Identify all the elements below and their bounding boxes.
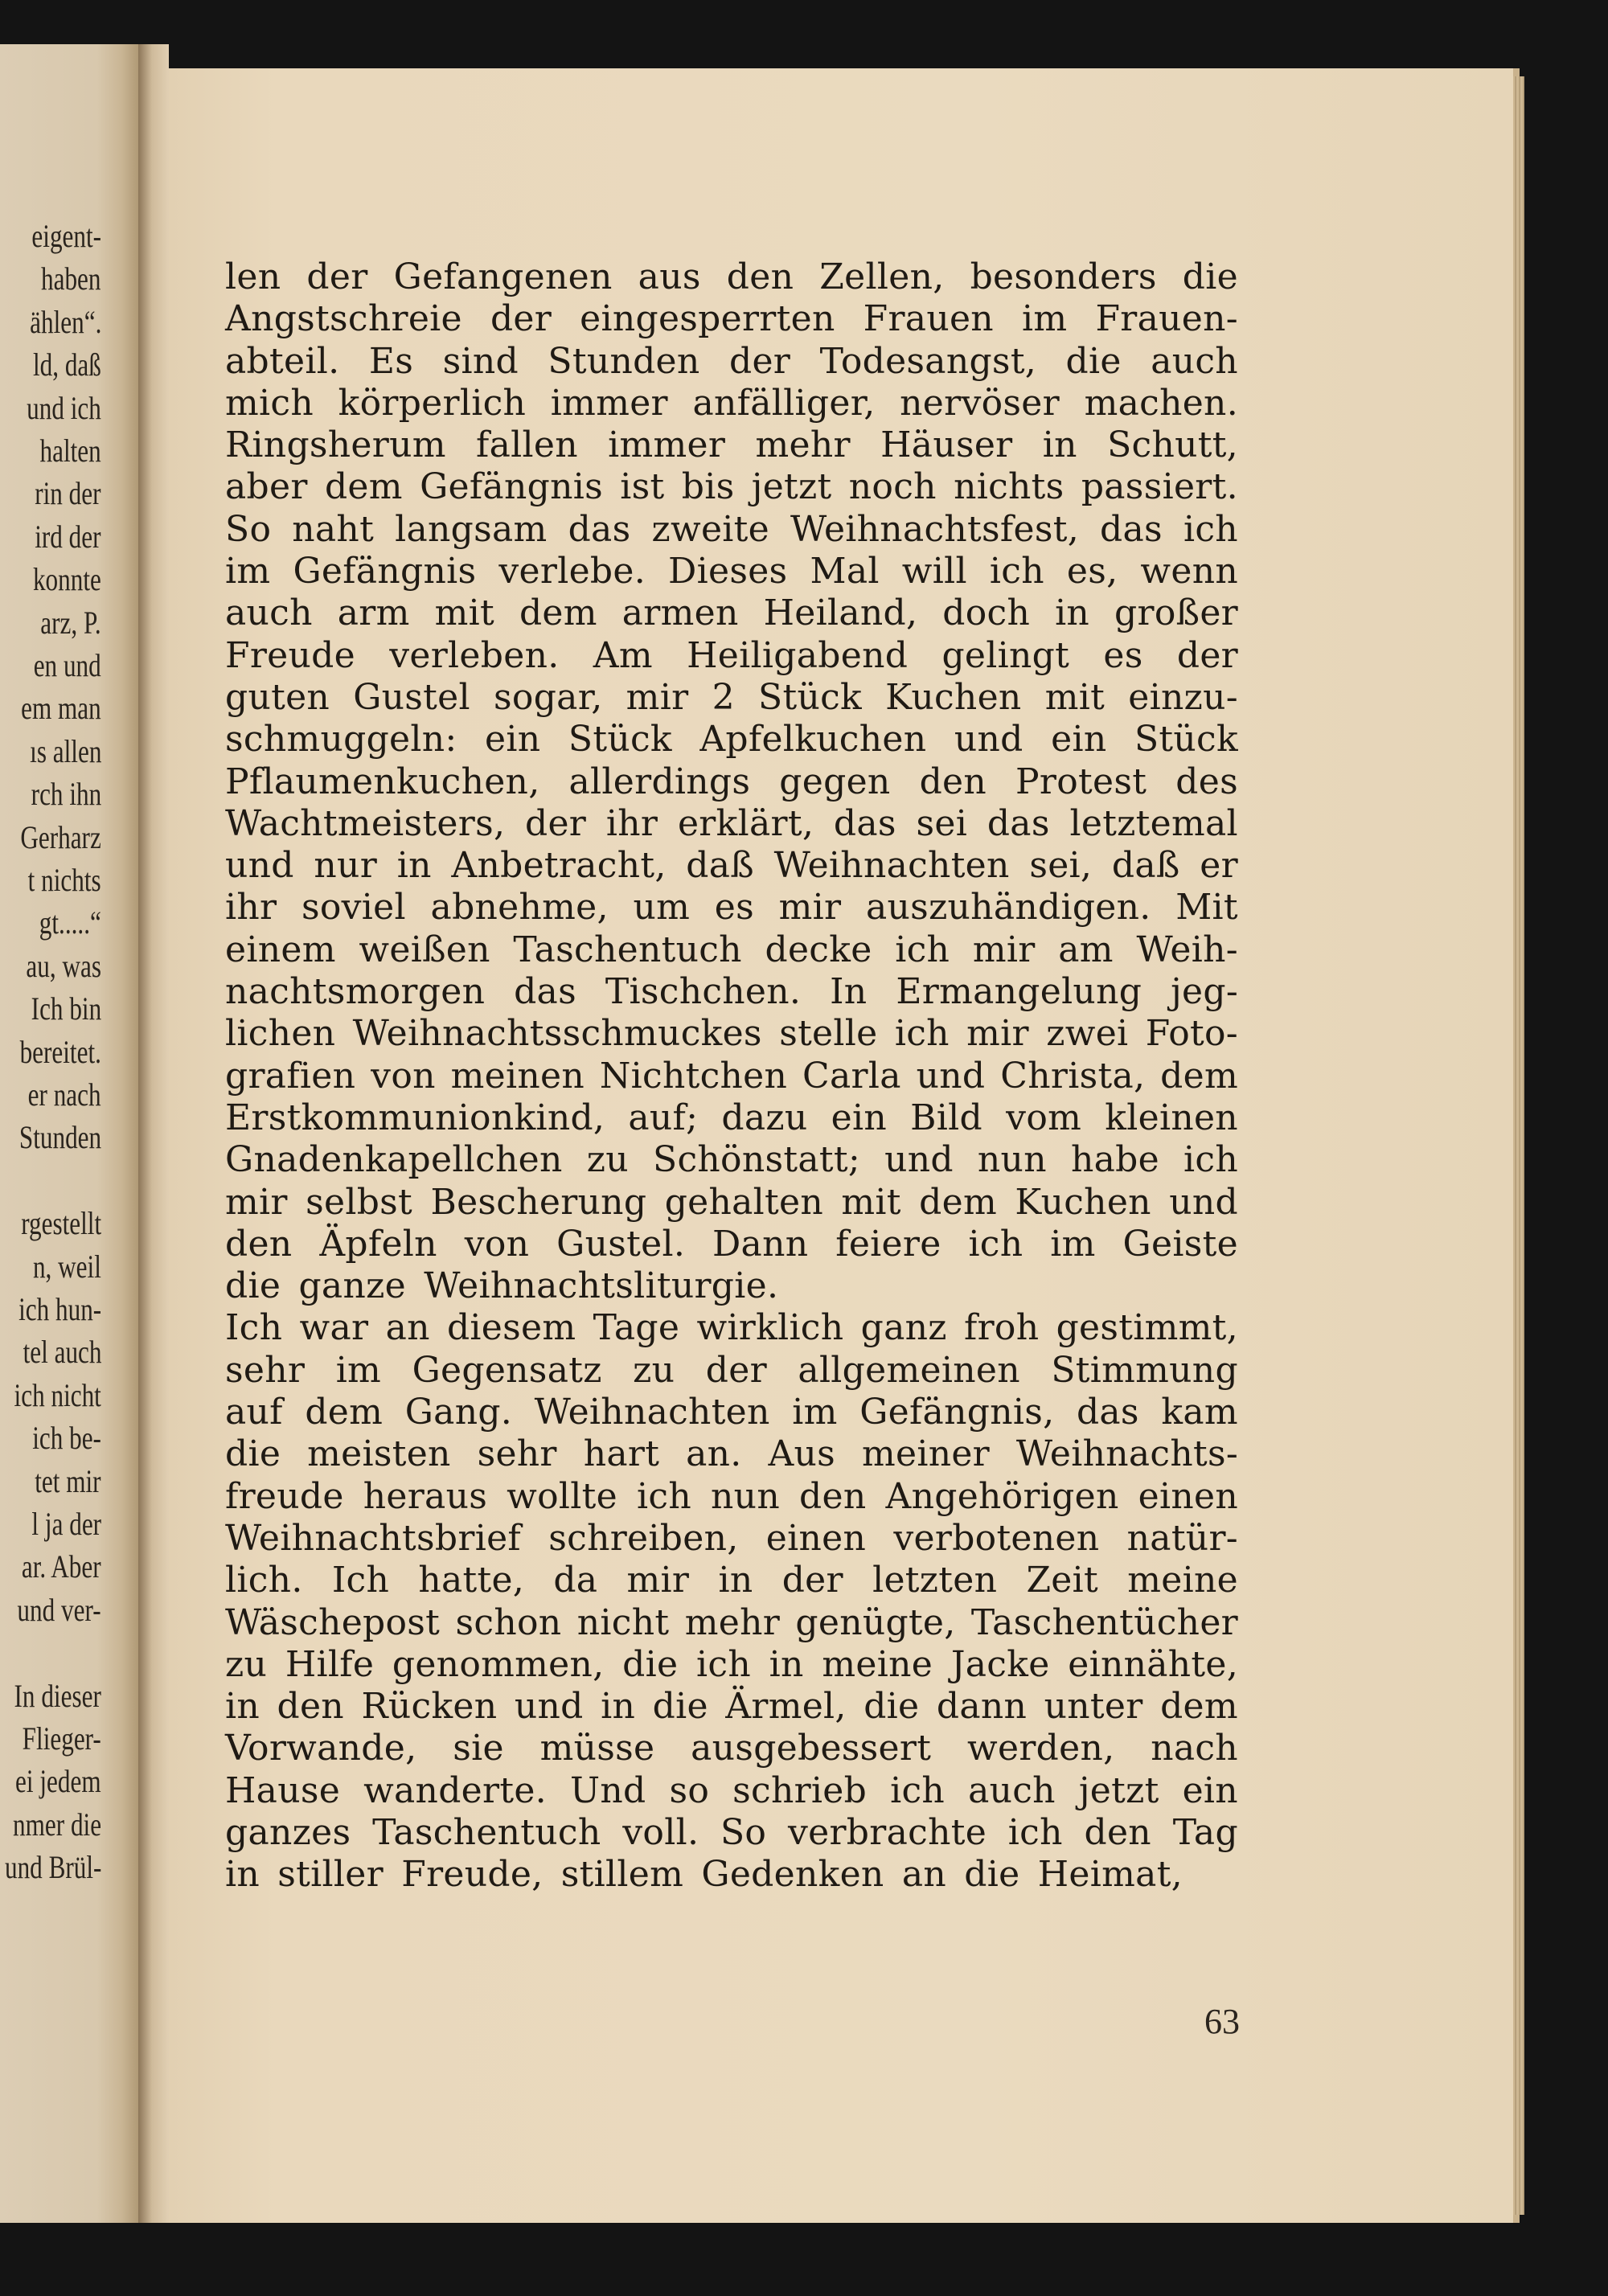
text-line: Ich war an diesem Tage wirklich ganz froh gestimmt, xyxy=(225,1307,1238,1349)
previous-page-fragment: em man xyxy=(21,690,101,727)
previous-page-fragment: ld, daß xyxy=(33,346,101,383)
text-line: in den Rücken und in die Ärmel, die dann unter dem xyxy=(225,1686,1238,1728)
text-line: len der Gefangenen aus den Zellen, besonders die xyxy=(225,256,1238,297)
text-line: Freude verleben. Am Heiligabend gelingt es der xyxy=(225,634,1238,676)
previous-page-fragment: ich hun- xyxy=(18,1291,101,1327)
previous-page-fragment: In dieser xyxy=(14,1677,101,1714)
text-line: Wäschepost schon nicht mehr genügte, Taschentücher xyxy=(225,1601,1238,1643)
previous-page-fragment: arz, P. xyxy=(40,604,101,641)
text-line: schmuggeln: ein Stück Apfelkuchen und ein Stück xyxy=(225,719,1238,761)
previous-page-fragment: und ver- xyxy=(17,1591,101,1628)
text-line: die ganze Weihnachtsliturgie. xyxy=(225,1265,779,1307)
text-line: zu Hilfe genommen, die ich in meine Jacke einnähte, xyxy=(225,1643,1238,1685)
previous-page-fragment: Stunden xyxy=(18,1119,101,1156)
previous-page-fragment: bereitet. xyxy=(19,1033,101,1070)
text-line: guten Gustel sogar, mir 2 Stück Kuchen mit einzu- xyxy=(225,676,1238,718)
previous-page-fragment: und ich xyxy=(27,389,101,426)
previous-page-fragment: ıs allen xyxy=(29,732,101,769)
text-line: Pflaumenkuchen, allerdings gegen den Protest des xyxy=(225,761,1238,802)
text-line: ihr soviel abnehme, um es mir auszuhändigen. Mit xyxy=(225,887,1238,929)
page-number: 63 xyxy=(1204,2002,1240,2041)
text-line: nachtsmorgen das Tischchen. In Ermangelung jeg- xyxy=(225,971,1238,1013)
previous-page-fragment: rch ihn xyxy=(31,776,101,813)
text-line: freude heraus wollte ich nun den Angehörigen einen xyxy=(225,1475,1238,1517)
text-line: Weihnachtsbrief schreiben, einen verbotenen natür- xyxy=(225,1517,1238,1559)
previous-page-fragment: und Brül- xyxy=(4,1849,101,1886)
previous-page-fragment: en und xyxy=(33,647,101,683)
text-line: und nur in Anbetracht, daß Weihnachten sei, daß er xyxy=(225,845,1238,887)
text-line: Ringsherum fallen immer mehr Häuser in Schutt, xyxy=(225,424,1238,466)
previous-page-fragment: eigent- xyxy=(31,218,101,254)
previous-page-fragment: gt.....“ xyxy=(39,904,101,941)
text-line: die meisten sehr hart an. Aus meiner Weihnachts- xyxy=(225,1433,1238,1475)
previous-page-fragment: haben xyxy=(41,260,101,297)
previous-page-fragment: au, was xyxy=(26,947,101,984)
text-line: mir selbst Bescherung gehalten mit dem Kuchen und xyxy=(225,1181,1238,1223)
previous-page-fragment: ählen“. xyxy=(29,303,101,340)
text-line: mich körperlich immer anfälliger, nervöser machen. xyxy=(225,382,1238,424)
previous-page-fragment: rgestellt xyxy=(21,1205,101,1242)
text-line: auch arm mit dem armen Heiland, doch in großer xyxy=(225,592,1238,634)
previous-page-fragment: tel auch xyxy=(23,1334,101,1371)
previous-page-fragment: tet mir xyxy=(35,1462,101,1499)
previous-page-fragment: nmer die xyxy=(12,1806,101,1843)
previous-page-edge xyxy=(0,44,138,2223)
book-gutter xyxy=(138,44,169,2223)
previous-page-fragment: l ja der xyxy=(31,1506,101,1542)
text-line: ganzes Taschentuch voll. So verbrachte ich den Tag xyxy=(225,1811,1238,1853)
text-line: den Äpfeln von Gustel. Dann feiere ich im Geiste xyxy=(225,1223,1238,1265)
text-line: im Gefängnis verlebe. Dieses Mal will ich es, wenn xyxy=(225,551,1238,592)
text-line: grafien von meinen Nichtchen Carla und Christa, dem xyxy=(225,1055,1238,1097)
page-body-text xyxy=(225,256,1238,1896)
text-line: Hause wanderte. Und so schrieb ich auch jetzt ein xyxy=(225,1769,1238,1811)
text-line: Erstkommunionkind, auf; dazu ein Bild vom kleinen xyxy=(225,1097,1238,1138)
text-line: Gnadenkapellchen zu Schönstatt; und nun habe ich xyxy=(225,1139,1238,1181)
previous-page-fragment: ich nicht xyxy=(14,1376,101,1413)
text-line: Angstschreie der eingesperrten Frauen im Frauen- xyxy=(225,298,1238,340)
previous-page-text-fragments xyxy=(0,44,138,2223)
text-line: auf dem Gang. Weihnachten im Gefängnis, das kam xyxy=(225,1392,1238,1433)
page-stack-edge xyxy=(1513,76,1524,2215)
previous-page-fragment: ei jedem xyxy=(15,1763,101,1800)
text-line: lichen Weihnachtsschmuckes stelle ich mir zwei Foto- xyxy=(225,1013,1238,1055)
previous-page-fragment: ich be- xyxy=(32,1420,101,1457)
previous-page-fragment: Gerharz xyxy=(20,818,101,855)
text-line: abteil. Es sind Stunden der Todesangst, die auch xyxy=(225,340,1238,382)
text-line: So naht langsam das zweite Weihnachtsfest, das ich xyxy=(225,508,1238,550)
previous-page-fragment: t nichts xyxy=(27,862,101,898)
text-line: sehr im Gegensatz zu der allgemeinen Stimmung xyxy=(225,1349,1238,1391)
previous-page-fragment: Ich bin xyxy=(31,990,101,1027)
text-line: lich. Ich hatte, da mir in der letzten Zeit meine xyxy=(225,1560,1238,1601)
current-page xyxy=(169,68,1513,2223)
text-line: Vorwande, sie müsse ausgebessert werden, nach xyxy=(225,1728,1238,1769)
text-line: aber dem Gefängnis ist bis jetzt noch nichts passiert. xyxy=(225,466,1238,508)
previous-page-fragment: Flieger- xyxy=(22,1720,101,1757)
previous-page-fragment: konnte xyxy=(33,561,101,598)
previous-page-fragment: ird der xyxy=(35,518,101,555)
text-line: in stiller Freude, stillem Gedenken an die Heimat, xyxy=(225,1854,1183,1896)
previous-page-fragment: ar. Aber xyxy=(22,1548,101,1585)
text-line: Wachtmeisters, der ihr erklärt, das sei das letztemal xyxy=(225,802,1238,844)
previous-page-fragment: halten xyxy=(39,433,101,469)
previous-page-fragment: n, weil xyxy=(33,1248,101,1285)
text-line: einem weißen Taschentuch decke ich mir am Weih- xyxy=(225,929,1238,970)
previous-page-fragment: er nach xyxy=(28,1076,101,1113)
previous-page-fragment: rin der xyxy=(35,475,101,512)
